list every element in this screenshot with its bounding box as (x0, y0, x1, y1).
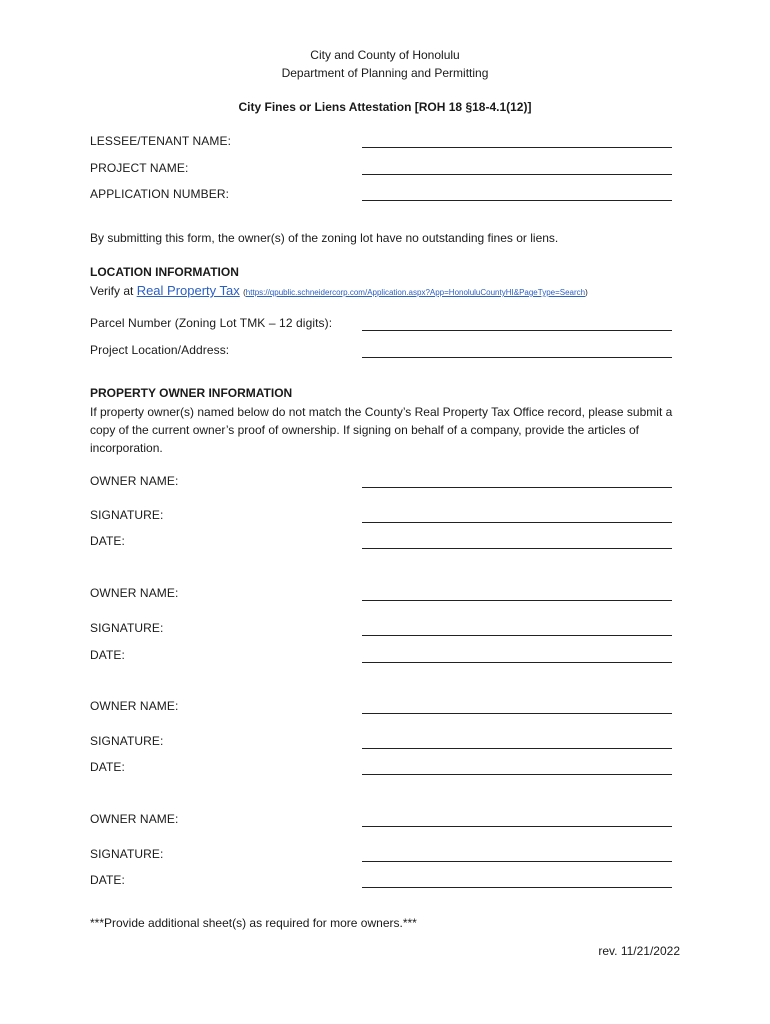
owner-name-field[interactable] (362, 487, 672, 488)
date-field[interactable] (362, 662, 672, 663)
form-title: City Fines or Liens Attestation [ROH 18 §18-4.1(12)] (238, 100, 532, 114)
owner-name-label: OWNER NAME: (90, 699, 179, 713)
parcel-number-label: Parcel Number (Zoning Lot TMK – 12 digits): (90, 316, 333, 330)
owner-name-label: OWNER NAME: (90, 474, 179, 488)
location-information-heading: LOCATION INFORMATION (90, 265, 239, 279)
url-close-paren: ) (585, 288, 588, 297)
signature-field[interactable] (362, 861, 672, 862)
lessee-tenant-name-field[interactable] (362, 147, 672, 148)
owner-name-field[interactable] (362, 600, 672, 601)
qpublic-url-link[interactable]: https://qpublic.schneidercorp.com/Application.aspx?App=HonoluluCountyHI&PageType=Search (245, 288, 586, 297)
project-name-label: PROJECT NAME: (90, 161, 189, 175)
owner-name-field[interactable] (362, 713, 672, 714)
date-label: DATE: (90, 648, 125, 662)
url-open-paren: ( (243, 288, 246, 297)
real-property-tax-link[interactable]: Real Property Tax (136, 283, 240, 298)
verify-line (90, 283, 588, 298)
date-field[interactable] (362, 887, 672, 888)
additional-sheets-note: ***Provide additional sheet(s) as required for more owners.*** (90, 916, 417, 930)
parcel-number-field[interactable] (362, 330, 672, 331)
project-address-label: Project Location/Address: (90, 343, 230, 357)
signature-field[interactable] (362, 522, 672, 523)
application-number-field[interactable] (362, 200, 672, 201)
signature-label: SIGNATURE: (90, 847, 164, 861)
date-label: DATE: (90, 873, 125, 887)
owner-name-label: OWNER NAME: (90, 812, 179, 826)
application-number-label: APPLICATION NUMBER: (90, 187, 230, 201)
project-name-field[interactable] (362, 174, 672, 175)
signature-label: SIGNATURE: (90, 621, 164, 635)
lessee-tenant-name-label: LESSEE/TENANT NAME: (90, 134, 232, 148)
department-name: Department of Planning and Permitting (281, 66, 489, 80)
signature-field[interactable] (362, 748, 672, 749)
ownership-instructions: If property owner(s) named below do not match the County’s Real Property Tax Office record, please submit a copy of the current owner’s proof of ownership. If signing on behalf of a company, provide the articles of incorporation. (90, 405, 673, 455)
property-owner-information-heading: PROPERTY OWNER INFORMATION (90, 386, 293, 400)
signature-label: SIGNATURE: (90, 508, 164, 522)
signature-label: SIGNATURE: (90, 734, 164, 748)
project-address-field[interactable] (362, 357, 672, 358)
date-label: DATE: (90, 760, 125, 774)
attestation-statement: By submitting this form, the owner(s) of the zoning lot have no outstanding fines or liens. (90, 231, 559, 245)
date-field[interactable] (362, 548, 672, 549)
owner-name-field[interactable] (362, 826, 672, 827)
agency-name: City and County of Honolulu (310, 48, 460, 62)
signature-field[interactable] (362, 635, 672, 636)
date-label: DATE: (90, 534, 125, 548)
date-field[interactable] (362, 774, 672, 775)
revision-date: rev. 11/21/2022 (598, 944, 680, 958)
owner-name-label: OWNER NAME: (90, 586, 179, 600)
verify-prefix: Verify at (90, 284, 137, 298)
